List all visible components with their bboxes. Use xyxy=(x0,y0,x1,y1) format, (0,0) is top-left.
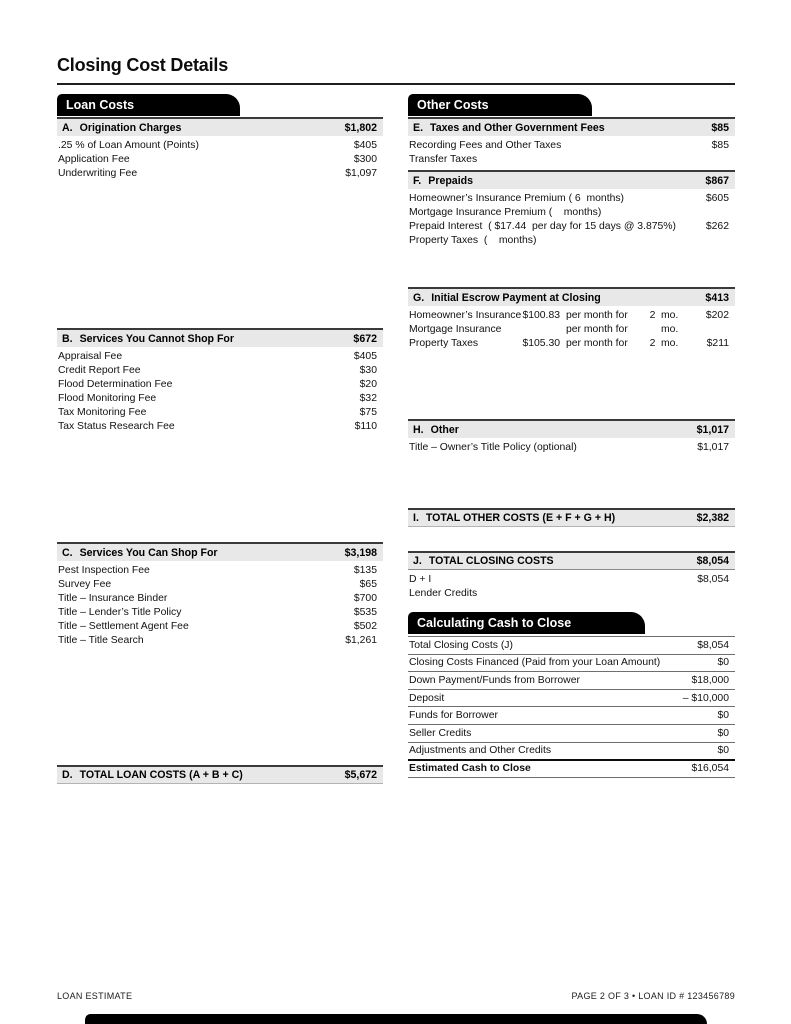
fee-label: Mortgage Insurance xyxy=(409,324,502,335)
section-title: Prepaids xyxy=(428,174,473,187)
fee-value: $30 xyxy=(359,365,377,376)
section-letter: A. xyxy=(62,121,73,134)
fee-value: $8,054 xyxy=(697,574,729,585)
section-letter: B. xyxy=(62,332,73,345)
fee-value: $75 xyxy=(359,407,377,418)
fee-value: $202 xyxy=(705,310,729,321)
fee-label: D + I xyxy=(409,574,432,585)
fee-value: $20 xyxy=(359,379,377,390)
loan-costs-tab: Loan Costs xyxy=(57,94,240,116)
section-e-taxes-government-fees xyxy=(408,117,735,167)
section-letter: D. xyxy=(62,769,73,781)
fee-label: Prepaid Interest ( $17.44 per day for 15 days @ 3.875%) xyxy=(409,221,677,232)
fee-value: $211 xyxy=(706,338,729,349)
cash-value: $0 xyxy=(717,657,729,669)
section-d-header xyxy=(57,765,383,784)
section-total: $867 xyxy=(705,174,729,187)
section-j-total-closing-costs xyxy=(408,551,735,601)
section-a-origination-charges xyxy=(57,117,383,181)
fee-row xyxy=(57,420,383,434)
cash-row xyxy=(408,672,735,690)
fee-row xyxy=(57,634,383,648)
fee-value: $1,017 xyxy=(697,442,729,453)
fee-value: $32 xyxy=(359,393,377,404)
cash-value: $0 xyxy=(717,710,729,722)
section-title: TOTAL CLOSING COSTS xyxy=(428,555,554,567)
section-h-other xyxy=(408,419,735,455)
cash-row xyxy=(408,655,735,673)
fee-value: $110 xyxy=(354,421,377,432)
section-f-prepaids xyxy=(408,170,735,248)
fee-row xyxy=(57,167,383,181)
section-total: $5,672 xyxy=(344,769,377,781)
fee-label: Tax Monitoring Fee xyxy=(58,407,147,418)
other-costs-tab: Other Costs xyxy=(408,94,592,116)
fee-label: Flood Determination Fee xyxy=(58,379,173,390)
escrow-per-label: per month for xyxy=(566,338,628,349)
cash-label: Seller Credits xyxy=(409,727,472,739)
section-total: $1,802 xyxy=(344,121,377,134)
escrow-row xyxy=(408,309,735,323)
cash-label: Estimated Cash to Close xyxy=(409,763,531,775)
section-title: Services You Can Shop For xyxy=(79,546,218,559)
section-letter: H. xyxy=(413,423,424,436)
escrow-per-label: per month for xyxy=(566,324,628,335)
fee-value: $405 xyxy=(353,140,377,151)
escrow-months: 2 xyxy=(649,310,656,321)
fee-row xyxy=(57,350,383,364)
section-total: $85 xyxy=(711,121,729,134)
fee-label: Title – Lender’s Title Policy xyxy=(58,607,182,618)
estimated-cash-to-close-row xyxy=(408,759,735,778)
fee-label: Appraisal Fee xyxy=(58,351,123,362)
footer-document-label: LOAN ESTIMATE xyxy=(57,991,133,1001)
fee-row xyxy=(57,564,383,578)
fee-label: Lender Credits xyxy=(409,588,478,599)
fee-row xyxy=(408,234,735,248)
cash-label: Total Closing Costs (J) xyxy=(409,639,513,651)
fee-row xyxy=(408,206,735,220)
cash-label: Deposit xyxy=(409,692,445,704)
cash-to-close-table xyxy=(408,636,735,778)
section-total: $2,382 xyxy=(696,512,729,524)
fee-value: $535 xyxy=(353,607,377,618)
fee-row xyxy=(408,139,735,153)
section-c-services-can-shop xyxy=(57,542,383,648)
fee-value: $135 xyxy=(353,565,377,576)
fee-label: Flood Monitoring Fee xyxy=(58,393,157,404)
next-section-tab-cutoff xyxy=(85,1014,707,1024)
cash-label: Down Payment/Funds from Borrower xyxy=(409,674,580,686)
fee-row xyxy=(57,153,383,167)
section-letter: I. xyxy=(413,512,419,524)
section-f-header xyxy=(408,170,735,189)
cash-label: Adjustments and Other Credits xyxy=(409,745,552,757)
fee-row xyxy=(408,441,735,455)
fee-label: Property Taxes xyxy=(409,338,479,349)
escrow-monthly-amount: $100.83 xyxy=(522,310,560,321)
section-total: $672 xyxy=(353,332,377,345)
fee-label: Application Fee xyxy=(58,154,130,165)
fee-label: Homeowner’s Insurance xyxy=(409,310,522,321)
fee-row xyxy=(57,139,383,153)
fee-label: Underwriting Fee xyxy=(58,168,138,179)
cash-value: $8,054 xyxy=(697,639,729,651)
cash-row xyxy=(408,725,735,743)
section-letter: J. xyxy=(413,555,422,567)
section-d-total-loan-costs xyxy=(57,765,383,784)
fee-value: $1,097 xyxy=(345,168,377,179)
fee-value: $605 xyxy=(705,193,729,204)
section-letter: E. xyxy=(413,121,424,134)
cash-value: $0 xyxy=(717,745,729,757)
fee-row xyxy=(57,378,383,392)
fee-value: $262 xyxy=(705,221,729,232)
cash-row xyxy=(408,690,735,708)
fee-row xyxy=(408,220,735,234)
fee-label: Tax Status Research Fee xyxy=(58,421,175,432)
calculating-cash-to-close-tab: Calculating Cash to Close xyxy=(408,612,645,634)
section-title: Initial Escrow Payment at Closing xyxy=(431,291,601,304)
fee-label: Recording Fees and Other Taxes xyxy=(409,140,562,151)
fee-row xyxy=(57,364,383,378)
section-c-header xyxy=(57,542,383,561)
fee-value xyxy=(685,323,729,337)
fee-label: Survey Fee xyxy=(58,579,112,590)
fee-label: Transfer Taxes xyxy=(409,154,478,165)
escrow-per-label: per month for xyxy=(566,310,628,321)
section-title: TOTAL OTHER COSTS (E + F + G + H) xyxy=(425,512,616,524)
fee-row xyxy=(57,620,383,634)
section-j-header xyxy=(408,551,735,570)
section-e-header xyxy=(408,117,735,136)
cash-label: Closing Costs Financed (Paid from your Loan Amount) xyxy=(409,657,661,669)
cash-value: – $10,000 xyxy=(682,692,729,704)
section-total: $1,017 xyxy=(696,423,729,436)
cash-value: $16,054 xyxy=(691,763,729,775)
section-i-total-other-costs xyxy=(408,508,735,527)
fee-label: Homeowner’s Insurance Premium ( 6 months) xyxy=(409,193,625,204)
section-title: TOTAL LOAN COSTS (A + B + C) xyxy=(79,769,243,781)
section-g-header xyxy=(408,287,735,306)
section-b-services-cannot-shop xyxy=(57,328,383,434)
escrow-months-unit: mo. xyxy=(661,338,679,349)
section-title: Services You Cannot Shop For xyxy=(79,332,235,345)
fee-row xyxy=(408,153,735,167)
fee-value: $1,261 xyxy=(345,635,377,646)
section-letter: F. xyxy=(413,174,422,187)
escrow-monthly-amount xyxy=(508,323,560,337)
escrow-months-unit: mo. xyxy=(661,310,679,321)
fee-label: Mortgage Insurance Premium ( months) xyxy=(409,207,602,218)
escrow-months: 2 xyxy=(649,338,656,349)
fee-row xyxy=(57,578,383,592)
section-a-header xyxy=(57,117,383,136)
fee-label: Title – Settlement Agent Fee xyxy=(58,621,189,632)
fee-value: $405 xyxy=(353,351,377,362)
section-b-header xyxy=(57,328,383,347)
page-title: Closing Cost Details xyxy=(57,55,229,75)
cash-value: $0 xyxy=(717,727,729,739)
fee-label: Title – Title Search xyxy=(58,635,144,646)
escrow-monthly-amount: $105.30 xyxy=(522,338,560,349)
section-total: $8,054 xyxy=(696,555,729,567)
section-title: Origination Charges xyxy=(79,121,182,134)
fee-label: Title – Insurance Binder xyxy=(58,593,168,604)
section-total: $413 xyxy=(705,291,729,304)
section-i-header xyxy=(408,508,735,527)
section-title: Taxes and Other Government Fees xyxy=(430,121,605,134)
fee-row xyxy=(408,587,735,601)
fee-label: Title – Owner’s Title Policy (optional) xyxy=(409,442,577,453)
section-letter: G. xyxy=(413,291,425,304)
escrow-row xyxy=(408,323,735,337)
escrow-months xyxy=(646,323,659,337)
fee-row xyxy=(57,392,383,406)
fee-row xyxy=(57,592,383,606)
fee-label: Property Taxes ( months) xyxy=(409,235,537,246)
fee-row xyxy=(408,192,735,206)
section-g-initial-escrow xyxy=(408,287,735,351)
cash-row xyxy=(408,637,735,655)
cash-row xyxy=(408,743,735,761)
cash-label: Funds for Borrower xyxy=(409,710,498,722)
fee-label: Credit Report Fee xyxy=(58,365,141,376)
section-h-header xyxy=(408,419,735,438)
fee-value: $65 xyxy=(359,579,377,590)
fee-value: $300 xyxy=(353,154,377,165)
section-total: $3,198 xyxy=(344,546,377,559)
fee-value: $85 xyxy=(711,140,729,151)
fee-value: $700 xyxy=(353,593,377,604)
fee-label: .25 % of Loan Amount (Points) xyxy=(58,140,199,151)
title-rule xyxy=(57,83,735,85)
footer-page-loan-id: PAGE 2 OF 3 • LOAN ID # 123456789 xyxy=(571,991,735,1001)
cash-value: $18,000 xyxy=(691,674,729,686)
fee-label: Pest Inspection Fee xyxy=(58,565,150,576)
escrow-months-unit: mo. xyxy=(661,324,679,335)
cash-row xyxy=(408,707,735,725)
escrow-row xyxy=(408,337,735,351)
fee-row xyxy=(57,406,383,420)
section-letter: C. xyxy=(62,546,73,559)
fee-row xyxy=(57,606,383,620)
fee-value: $502 xyxy=(353,621,377,632)
fee-row xyxy=(408,573,735,587)
section-title: Other xyxy=(430,423,459,436)
